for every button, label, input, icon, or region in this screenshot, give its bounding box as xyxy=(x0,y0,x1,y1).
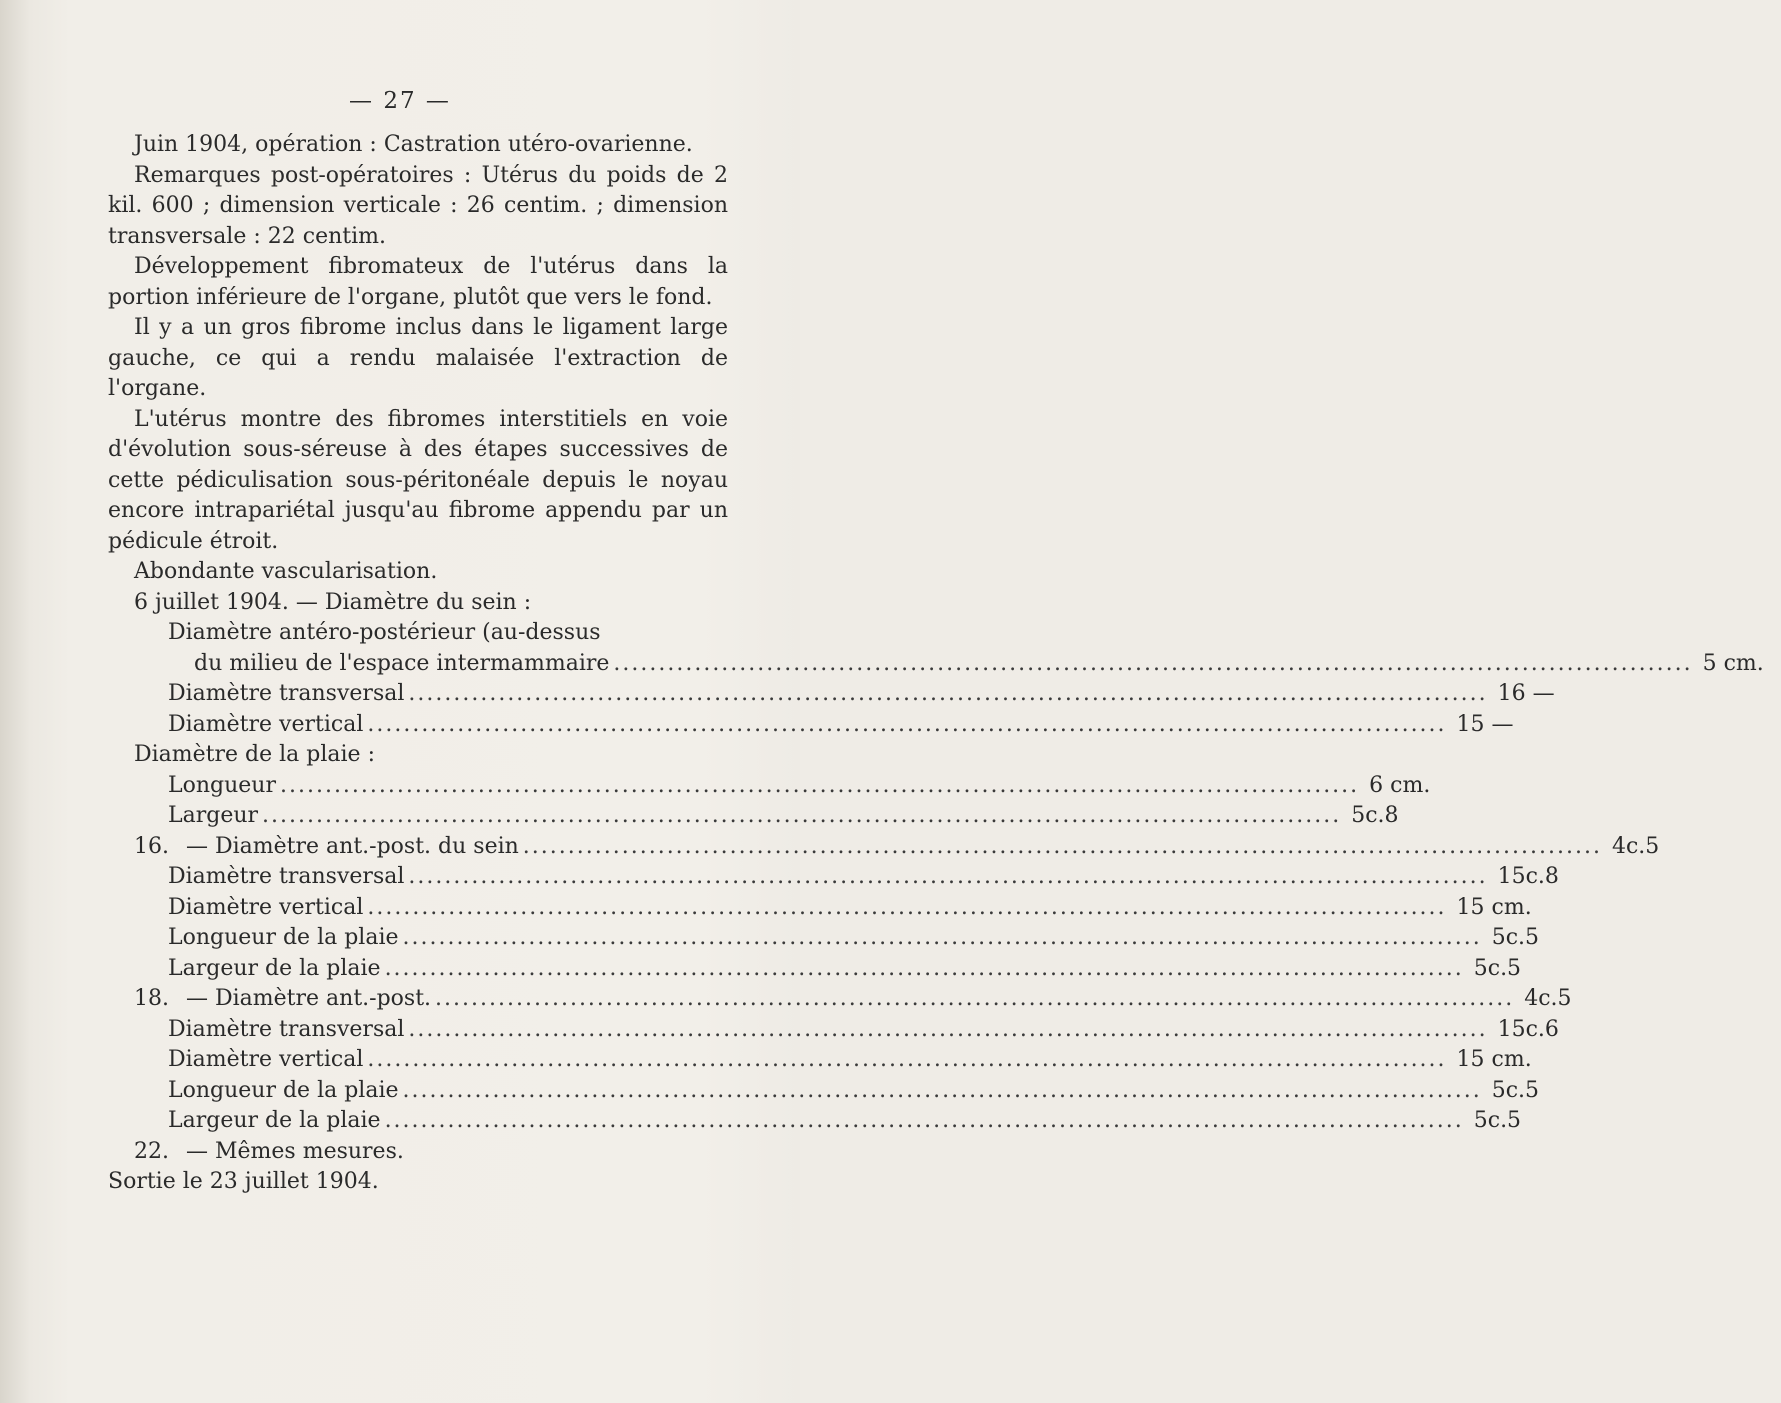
measurement-label xyxy=(134,832,519,863)
measurement-label xyxy=(134,984,431,1015)
dot-leader: ........................................................................................................................ xyxy=(367,1047,1447,1072)
measurement-value: 15 — xyxy=(1456,711,1514,737)
measurement-row xyxy=(168,923,1540,954)
dot-leader: ........................................................................................................................ xyxy=(613,650,1693,676)
measurement-label: Diamètre transversal xyxy=(168,681,405,706)
dot-leader: ........................................................................................................................ xyxy=(279,772,1360,798)
dot-leader: ........................................................................................................................ xyxy=(408,1016,1488,1042)
measurement-label: Largeur de la plaie xyxy=(168,955,381,981)
measurement-row xyxy=(168,1076,1540,1107)
measurement-label: Diamètre transversal xyxy=(168,864,405,889)
measurement-value: 15c.6 xyxy=(1497,1016,1559,1042)
measurement-value: 6 cm. xyxy=(1369,772,1431,798)
measurement-value: 5c.8 xyxy=(1351,803,1399,828)
document-body xyxy=(108,130,1764,1198)
day-number: 22. xyxy=(134,1138,169,1164)
measurement-row xyxy=(168,862,1559,893)
dot-leader: ........................................................................................................................ xyxy=(384,1108,1464,1133)
measurement-row xyxy=(108,984,1572,1015)
measurement-row xyxy=(108,832,1660,863)
measurement-label: Diamètre transversal xyxy=(168,1016,405,1042)
plaie-block xyxy=(108,771,1431,832)
measurement-value: 5 cm. xyxy=(1702,650,1764,676)
paragraph-vascularisation: Abondante vascularisation. xyxy=(134,559,438,584)
dot-leader: ........................................................................................................................ xyxy=(408,681,1488,706)
paragraph-fibrome: Il y a un gros fibrome inclus dans le ligament large gauche, ce qui a rendu malaisée l'extraction de l'organe. xyxy=(108,315,728,401)
measurement-row xyxy=(168,1045,1532,1076)
dot-leader: ........................................................................................................................ xyxy=(435,986,1515,1011)
paragraph-developpement: Développement fibromateux de l'utérus dans la portion inférieure de l'organe, plutôt que vers le fond. xyxy=(108,254,728,310)
measurement-row xyxy=(168,710,1514,741)
measurement-row xyxy=(168,954,1522,985)
measurement-row xyxy=(168,893,1532,924)
measurement-row xyxy=(168,771,1431,802)
dot-leader: ........................................................................................................................ xyxy=(402,1077,1482,1103)
measurement-label: Largeur de la plaie xyxy=(168,1108,381,1133)
july6-heading: 6 juillet 1904. — Diamètre du sein : xyxy=(134,589,532,615)
july6-block xyxy=(108,618,1764,740)
day16-block xyxy=(108,862,1559,984)
day22-line xyxy=(108,1137,728,1168)
dot-leader: ........................................................................................................................ xyxy=(408,864,1488,889)
measurement-label: Diamètre vertical xyxy=(168,894,364,920)
measurement-row xyxy=(168,801,1399,832)
dot-leader: ........................................................................................................................ xyxy=(402,925,1482,950)
plaie-heading: Diamètre de la plaie : xyxy=(134,742,375,767)
day-number: 16. xyxy=(134,833,169,859)
measurement-label: Longueur de la plaie xyxy=(168,1077,399,1103)
dot-leader: ........................................................................................................................ xyxy=(262,803,1342,828)
measurement-label: Diamètre vertical xyxy=(168,1047,364,1072)
paragraph-operation: Juin 1904, opération : Castration utéro-ovarienne. xyxy=(134,132,693,157)
paragraph-remarques: Remarques post-opératoires : Utérus du poids de 2 kil. 600 ; dimension verticale : 26 centim. ; dimension transversale : 22 centim. xyxy=(108,162,728,249)
measurement-row xyxy=(168,1106,1522,1137)
dot-leader: ........................................................................................................................ xyxy=(384,955,1464,981)
day-number: 18. xyxy=(134,986,169,1011)
dot-leader: ........................................................................................................................ xyxy=(522,833,1602,859)
measurement-value: 4c.5 xyxy=(1611,833,1660,859)
dot-leader: ........................................................................................................................ xyxy=(367,711,1447,737)
sortie-line: Sortie le 23 juillet 1904. xyxy=(108,1169,379,1194)
measurement-label: Largeur xyxy=(168,803,259,828)
measurement-value: 15 cm. xyxy=(1456,1047,1532,1072)
july6-first-line: Diamètre antéro-postérieur (au-dessus xyxy=(168,620,601,645)
measurement-row xyxy=(168,679,1555,710)
dot-leader: ........................................................................................................................ xyxy=(367,894,1447,920)
measurement-value: 15c.8 xyxy=(1497,864,1559,889)
measurement-value: 5c.5 xyxy=(1473,955,1522,981)
measurement-label: Longueur de la plaie xyxy=(168,925,399,950)
measurement-label-text: — Diamètre ant.-post. xyxy=(186,986,432,1011)
measurement-label-text: — Diamètre ant.-post. du sein xyxy=(186,833,519,859)
measurement-label: Longueur xyxy=(168,772,276,798)
measurement-value: 16 — xyxy=(1497,681,1555,706)
measurement-row xyxy=(168,649,1764,680)
measurement-value: 5c.5 xyxy=(1491,925,1540,950)
measurement-label: Diamètre vertical xyxy=(168,711,364,737)
paragraph-fibromes-interstitiels: L'utérus montre des fibromes interstitiels en voie d'évolution sous-séreuse à des étapes successives de cette pédiculisation sous-péritonéale depuis le noyau encore intrapariétal jusqu'au fibrome appendu par un pédicule étroit. xyxy=(108,406,728,554)
measurement-value: 5c.5 xyxy=(1473,1108,1522,1133)
day18-block xyxy=(108,1015,1559,1137)
day22-text: — Mêmes mesures. xyxy=(186,1138,404,1164)
measurement-row xyxy=(168,1015,1559,1046)
measurement-value: 4c.5 xyxy=(1524,986,1572,1011)
measurement-value: 15 cm. xyxy=(1456,894,1532,920)
measurement-value: 5c.5 xyxy=(1491,1077,1540,1103)
page-number: — 27 — xyxy=(349,88,451,114)
measurement-label: du milieu de l'espace intermammaire xyxy=(194,650,610,676)
